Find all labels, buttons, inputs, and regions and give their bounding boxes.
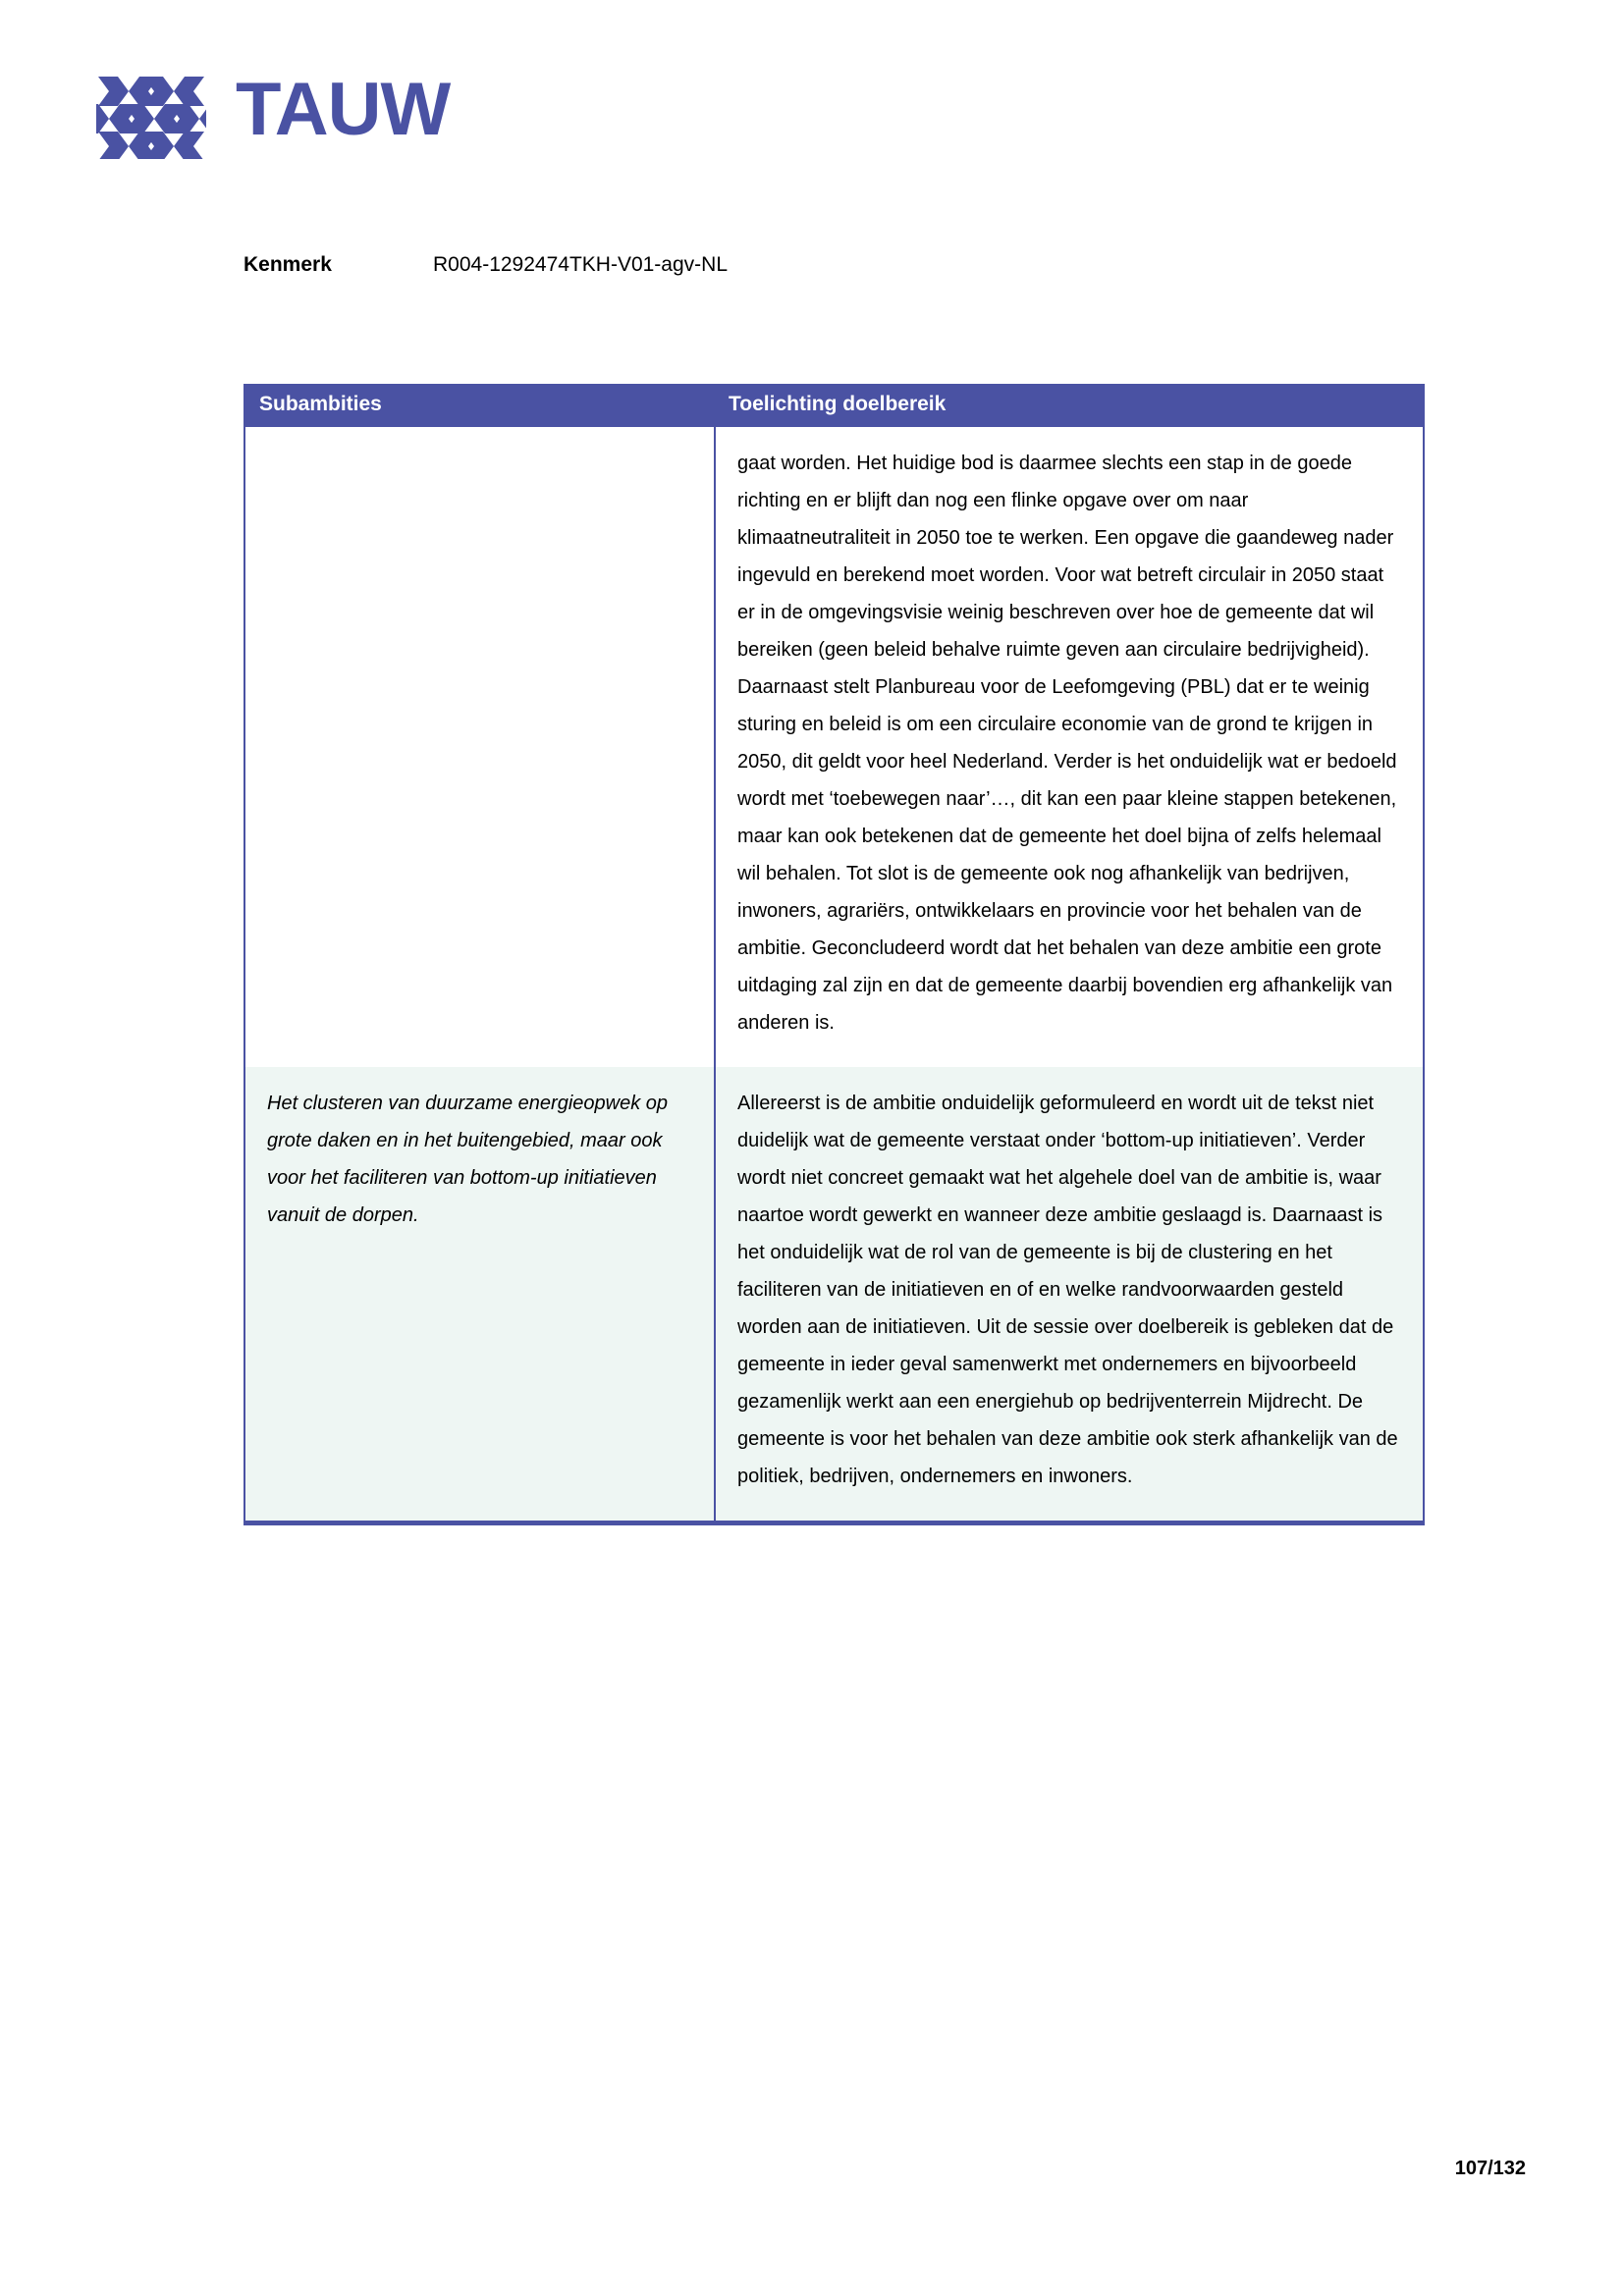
- page-number: 107/132: [1454, 2158, 1526, 2179]
- table-body: [244, 427, 1424, 1523]
- column-header-subambities: Subambities: [244, 384, 715, 427]
- table-row: [244, 427, 1424, 1067]
- kenmerk-line: [244, 253, 728, 277]
- kenmerk-value: R004-1292474TKH-V01-agv-NL: [433, 253, 728, 276]
- cell-toelichting: Allereerst is de ambitie onduidelijk geformuleerd en wordt uit de tekst niet duidelijk wat de gemeente verstaat onder ‘bottom-up initiatieven’. Verder wordt niet concreet gemaakt wat het algehele doel van de ambitie is, waar naartoe wordt gewerkt en wanneer deze ambitie geslaagd is. Daarnaast is het onduidelijk wat de rol van de gemeente is bij de clustering en het faciliteren van de initiatieven en of en welke randvoorwaarden gesteld worden aan de initiatieven. Uit de sessie over doelbereik is gebleken dat de gemeente in ieder geval samenwerkt met ondernemers en bijvoorbeeld gezamenlijk werkt aan een energiehub op bedrijventerrein Mijdrecht. De gemeente is voor het behalen van deze ambitie ook sterk afhankelijk van de politiek, bedrijven, ondernemers en inwoners.: [715, 1067, 1424, 1523]
- cell-toelichting: gaat worden. Het huidige bod is daarmee slechts een stap in de goede richting en er blijft dan nog een flinke opgave over om naar klimaatneutraliteit in 2050 toe te werken. Een opgave die gaandeweg nader ingevuld en berekend moet worden. Voor wat betreft circulair in 2050 staat er in de omgevingsvisie weinig beschreven over hoe de gemeente dat wil bereiken (geen beleid behalve ruimte geven aan circulaire bedrijvigheid). Daarnaast stelt Planbureau voor de Leefomgeving (PBL) dat er te weinig sturing en beleid is om een circulaire economie van de grond te krijgen in 2050, dit geldt voor heel Nederland. Verder is het onduidelijk wat er bedoeld wordt met ‘toebewegen naar’…, dit kan een paar kleine stappen betekenen, maar kan ook betekenen dat de gemeente het doel bijna of zelfs helemaal wil behalen. Tot slot is de gemeente ook nog afhankelijk van bedrijven, inwoners, agrariërs, ontwikkelaars en provincie voor het behalen van de ambitie. Geconcludeerd wordt dat het behalen van deze ambitie een grote uitdaging zal zijn en dat de gemeente daarbij bovendien erg afhankelijk van anderen is.: [715, 427, 1424, 1067]
- table-header: [244, 384, 1424, 427]
- cell-subambitie: Het clusteren van duurzame energieopwek op grote daken en in het buitengebied, maar ook voor het faciliteren van bottom-up initiatieven vanuit de dorpen.: [244, 1067, 715, 1523]
- subambities-table: [244, 384, 1425, 1525]
- brand-wordmark: TAUW: [236, 68, 451, 151]
- table-row: [244, 1067, 1424, 1523]
- cell-subambitie: [244, 427, 715, 1067]
- table-header-row: [244, 384, 1424, 427]
- tauw-chevron-logo-icon: [96, 61, 206, 159]
- column-header-toelichting: Toelichting doelbereik: [715, 384, 1424, 427]
- tauw-logo: [96, 61, 450, 159]
- kenmerk-label: Kenmerk: [244, 253, 332, 276]
